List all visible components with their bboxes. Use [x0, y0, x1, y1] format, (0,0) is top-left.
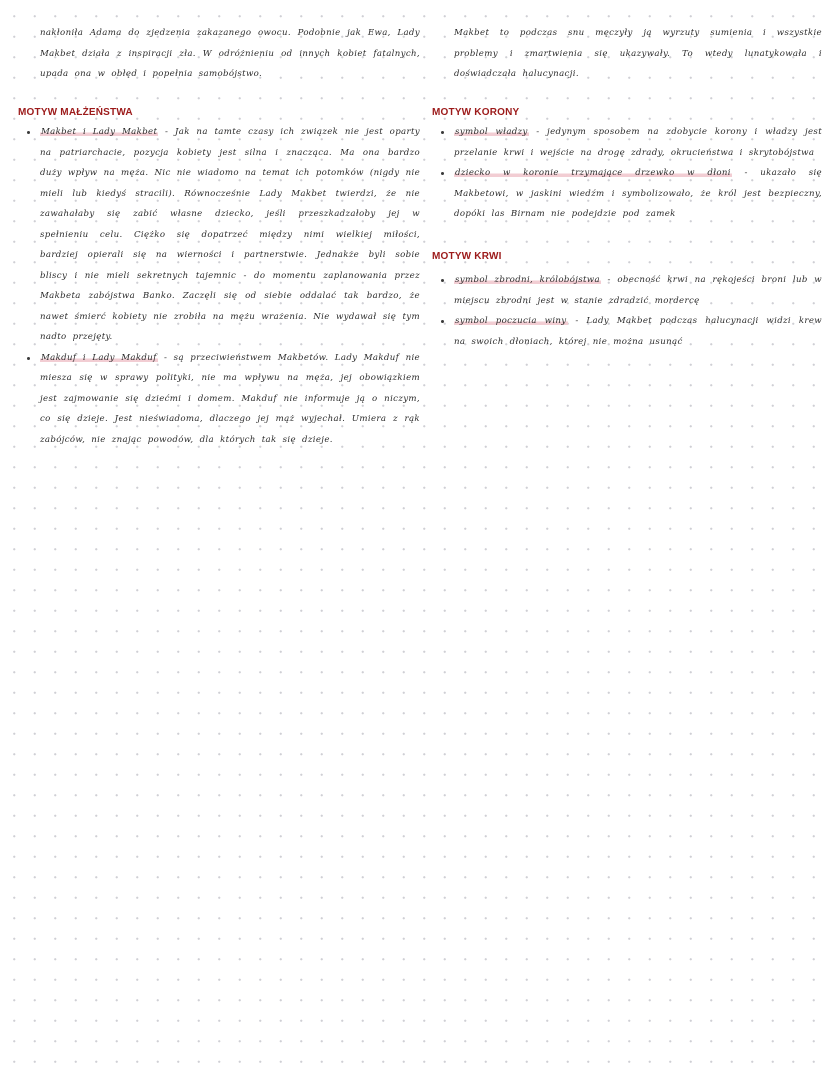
list-item	[432, 122, 822, 163]
item-text: - ukazało się Makbetowi, w jaskini wiedźm i symbolizowało, że król jest bezpieczny, dopóki las Birnam nie podejdzie pod zamek	[454, 168, 822, 219]
item-text: - są przeciwieństwem Makbetów. Lady Makduf nie miesza się w sprawy polityki, nie ma wpływu na męża, jej obowiązkiem jest zajmowanie się dziećmi i domem. Makduf nie informuje ją o niczym, co się dzieje. Jest nieświadoma, dlaczego jej mąż wyjechał. Umiera z rąk zabójców, nie znając powodów, dla których tak się dzieje.	[40, 352, 420, 445]
highlighted-term: dziecko w koronie trzymające drzewko w dłoni	[455, 168, 731, 178]
right-column	[432, 0, 822, 347]
continued-paragraph: Makbet to podczas snu męczyły ją wyrzuty sumienia i wszystkie problemy i zmartwienia się ukazywały. To wtedy lunatykowała i doświadczała halucynacji.	[454, 28, 822, 79]
list-motyw-krwi	[432, 270, 822, 352]
bullet-icon	[441, 279, 444, 282]
highlighted-term: symbol władzy	[455, 127, 528, 137]
bullet-icon	[441, 172, 444, 175]
bullet-icon	[441, 131, 444, 134]
bullet-icon	[27, 357, 30, 360]
item-text: - jedynym sposobem na zdobycie korony i władzy jest przelanie krwi i wejście na drogę zdrady, okrucieństwa i skrytobójstwa	[454, 127, 822, 158]
left-column	[18, 0, 421, 445]
heading-motyw-krwi: MOTYW KRWI	[432, 251, 502, 262]
bullet-icon	[441, 320, 444, 323]
list-motyw-malzenstwa	[18, 122, 420, 450]
highlighted-term: Makduf i Lady Makduf	[41, 352, 157, 363]
highlighted-term: symbol poczucia winy	[455, 316, 567, 326]
list-motyw-korony	[432, 122, 822, 225]
bullet-icon	[27, 131, 30, 134]
item-text: - Lady Makbet podczas halucynacji widzi krew na swoich dłoniach, której nie można usunąć	[454, 316, 822, 347]
highlighted-term: Makbet i Lady Makbet	[41, 127, 158, 137]
item-text: - obecność krwi na rękojeści broni lub w miejscu zbrodni jest w stanie zdradzić mordercę	[454, 275, 822, 306]
list-item	[432, 270, 822, 311]
list-item	[432, 163, 822, 225]
list-item	[18, 348, 420, 451]
item-text: - Jak na tamte czasy ich związek nie jest oparty na patriarchacie, pozycja kobiety jest silna i znacząca. Ma ona bardzo duży wpływ na męża. Nic nie wiadomo na temat ich potomków (nigdy nie mieli lub kiedyś stracili). Równocześnie Lady Makbet twierdzi, że nie zawahałaby się zabić własne dziecko, jeśli przeszkadzałoby jej w spełnieniu celu. Ciężko się dopatrzeć między nimi wielkiej miłości, bardziej opierali się na wierności i partnerstwie. Jednakże byli sobie bliscy i nie mieli sekretnych tajemnic - do momentu zaplanowania przez Makbeta zabójstwa Banko. Zaczęli się od siebie oddalać tak bardzo, że nawet śmierć kobiety nie zrobiła na mężu wrażenia. Nie wydawał się tym nadto przejęty.	[40, 127, 421, 342]
list-item	[432, 311, 822, 352]
list-item	[18, 122, 420, 348]
heading-motyw-malzenstwa: MOTYW MAŁŻEŃSTWA	[18, 107, 133, 118]
heading-motyw-korony: MOTYW KORONY	[432, 107, 520, 118]
highlighted-term: symbol zbrodni, królobójstwa	[455, 275, 600, 285]
continued-paragraph: nakłoniła Adama do zjedzenia zakazanego owocu. Podobnie jak Ewa, Lady Makbet działa z inspiracji zła. W odróżnieniu od innych kobiet fatalnych, upada ona w obłęd i popełnia samobójstwo.	[40, 28, 420, 79]
